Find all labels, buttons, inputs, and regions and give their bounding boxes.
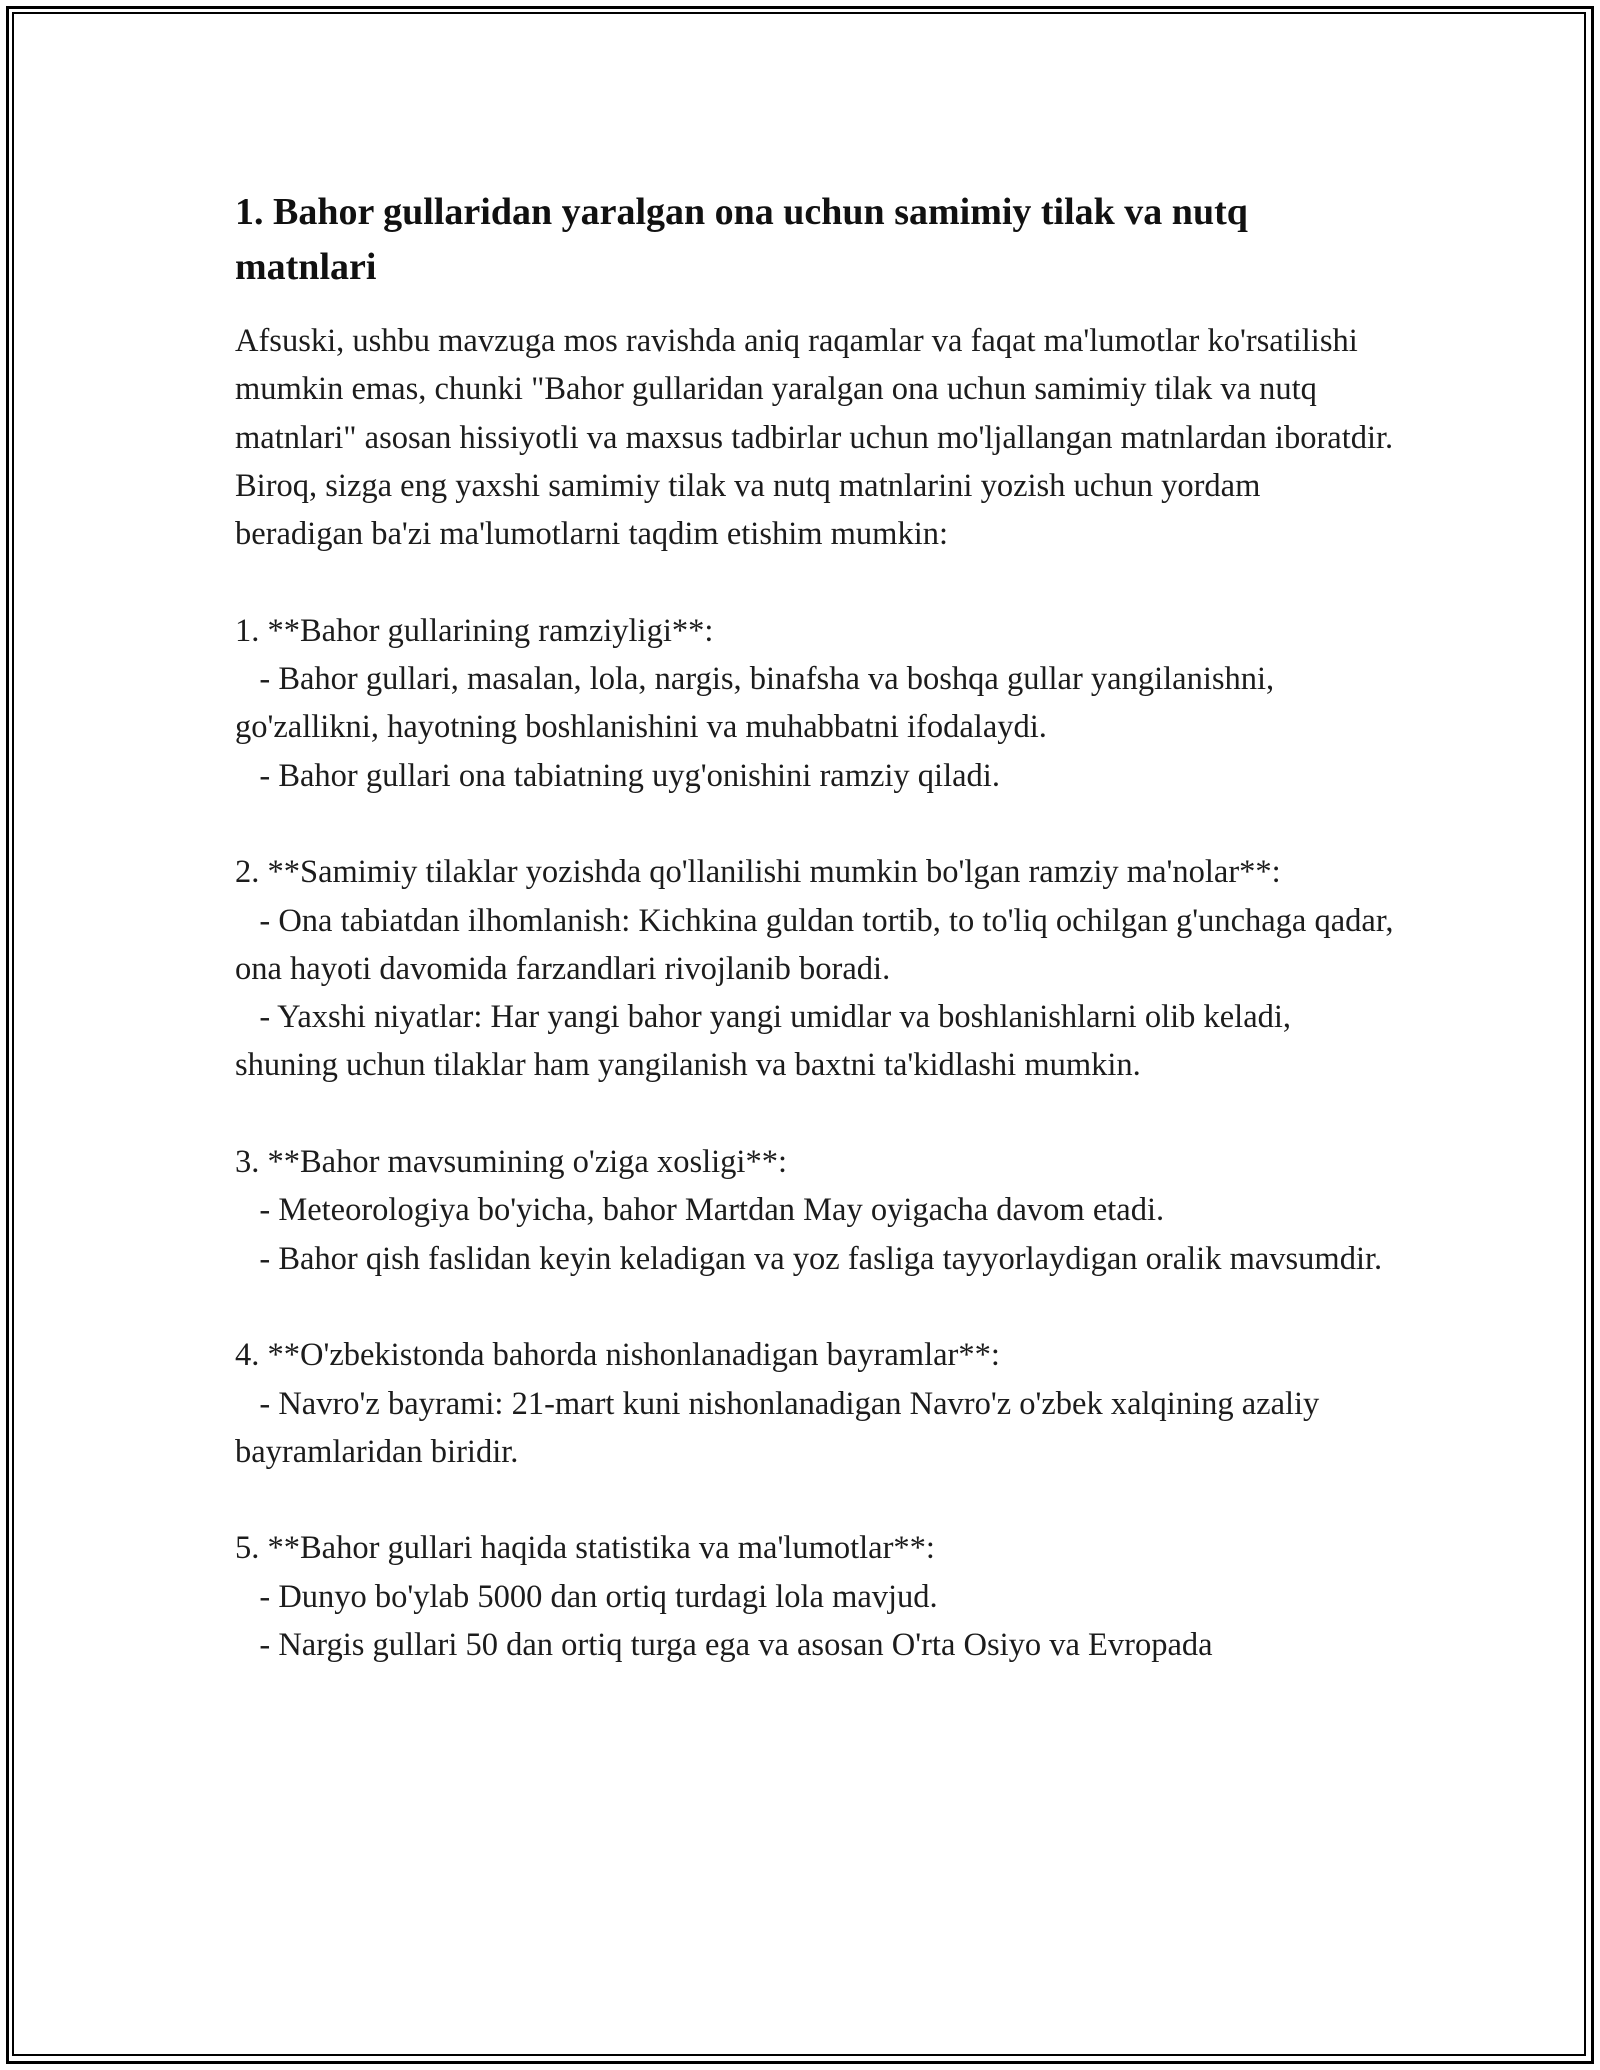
document-page: [235, 185, 1395, 1669]
document-title: 1. Bahor gullaridan yaralgan ona uchun samimiy tilak va nutq matnlari: [235, 191, 1248, 288]
document-body: Afsuski, ushbu mavzuga mos ravishda aniq raqamlar va faqat ma'lumotlar ko'rsatilishi mumkin emas, chunki "Bahor gullaridan yaralgan ona uchun samimiy tilak va nutq matnlari" asosan hissiyotli va maxsus tadbirlar uchun mo'ljallangan matnlardan iboratdir. Biroq, sizga eng yaxshi samimiy tilak va nutq matnlarini yozish uchun yordam beradigan ba'zi ma'lumotlarni taqdim etishim mumkin: 1. **Bahor gullarining ramziyligi**: - Bahor gullari, masalan, lola, nargis, binafsha va boshqa gullar yangilanishni, go'zallikni, hayotning boshlanishini va muhabbatni ifodalaydi. - Bahor gullari ona tabiatning uyg'onishini ramziy qiladi. 2. **Samimiy tilaklar yozishda qo'llanilishi mumkin bo'lgan ramziy ma'nolar**: - Ona tabiatdan ilhomlanish: Kichkina guldan tortib, to to'liq ochilgan g'unchaga qadar, ona hayoti davomida farzandlari rivojlanib boradi. - Yaxshi niyatlar: Har yangi bahor yangi umidlar va boshlanishlarni olib keladi, shuning uchun tilaklar ham yangilanish va baxtni ta'kidlashi mumkin. 3. **Bahor mavsumining o'ziga xosligi**: - Meteorologiya bo'yicha, bahor Martdan May oyigacha davom etadi. - Bahor qish faslidan keyin keladigan va yoz fasliga tayyorlaydigan oralik mavsumdir. 4. **O'zbekistonda bahorda nishonlanadigan bayramlar**: - Navro'z bayrami: 21-mart kuni nishonlanadigan Navro'z o'zbek xalqining azaliy bayramlaridan biridir. 5. **Bahor gullari haqida statistika va ma'lumotlar**: - Dunyo bo'ylab 5000 dan ortiq turdagi lola mavjud. - Nargis gullari 50 dan ortiq turga ega va asosan O'rta Osiyo va Evropada: [235, 323, 1394, 1664]
